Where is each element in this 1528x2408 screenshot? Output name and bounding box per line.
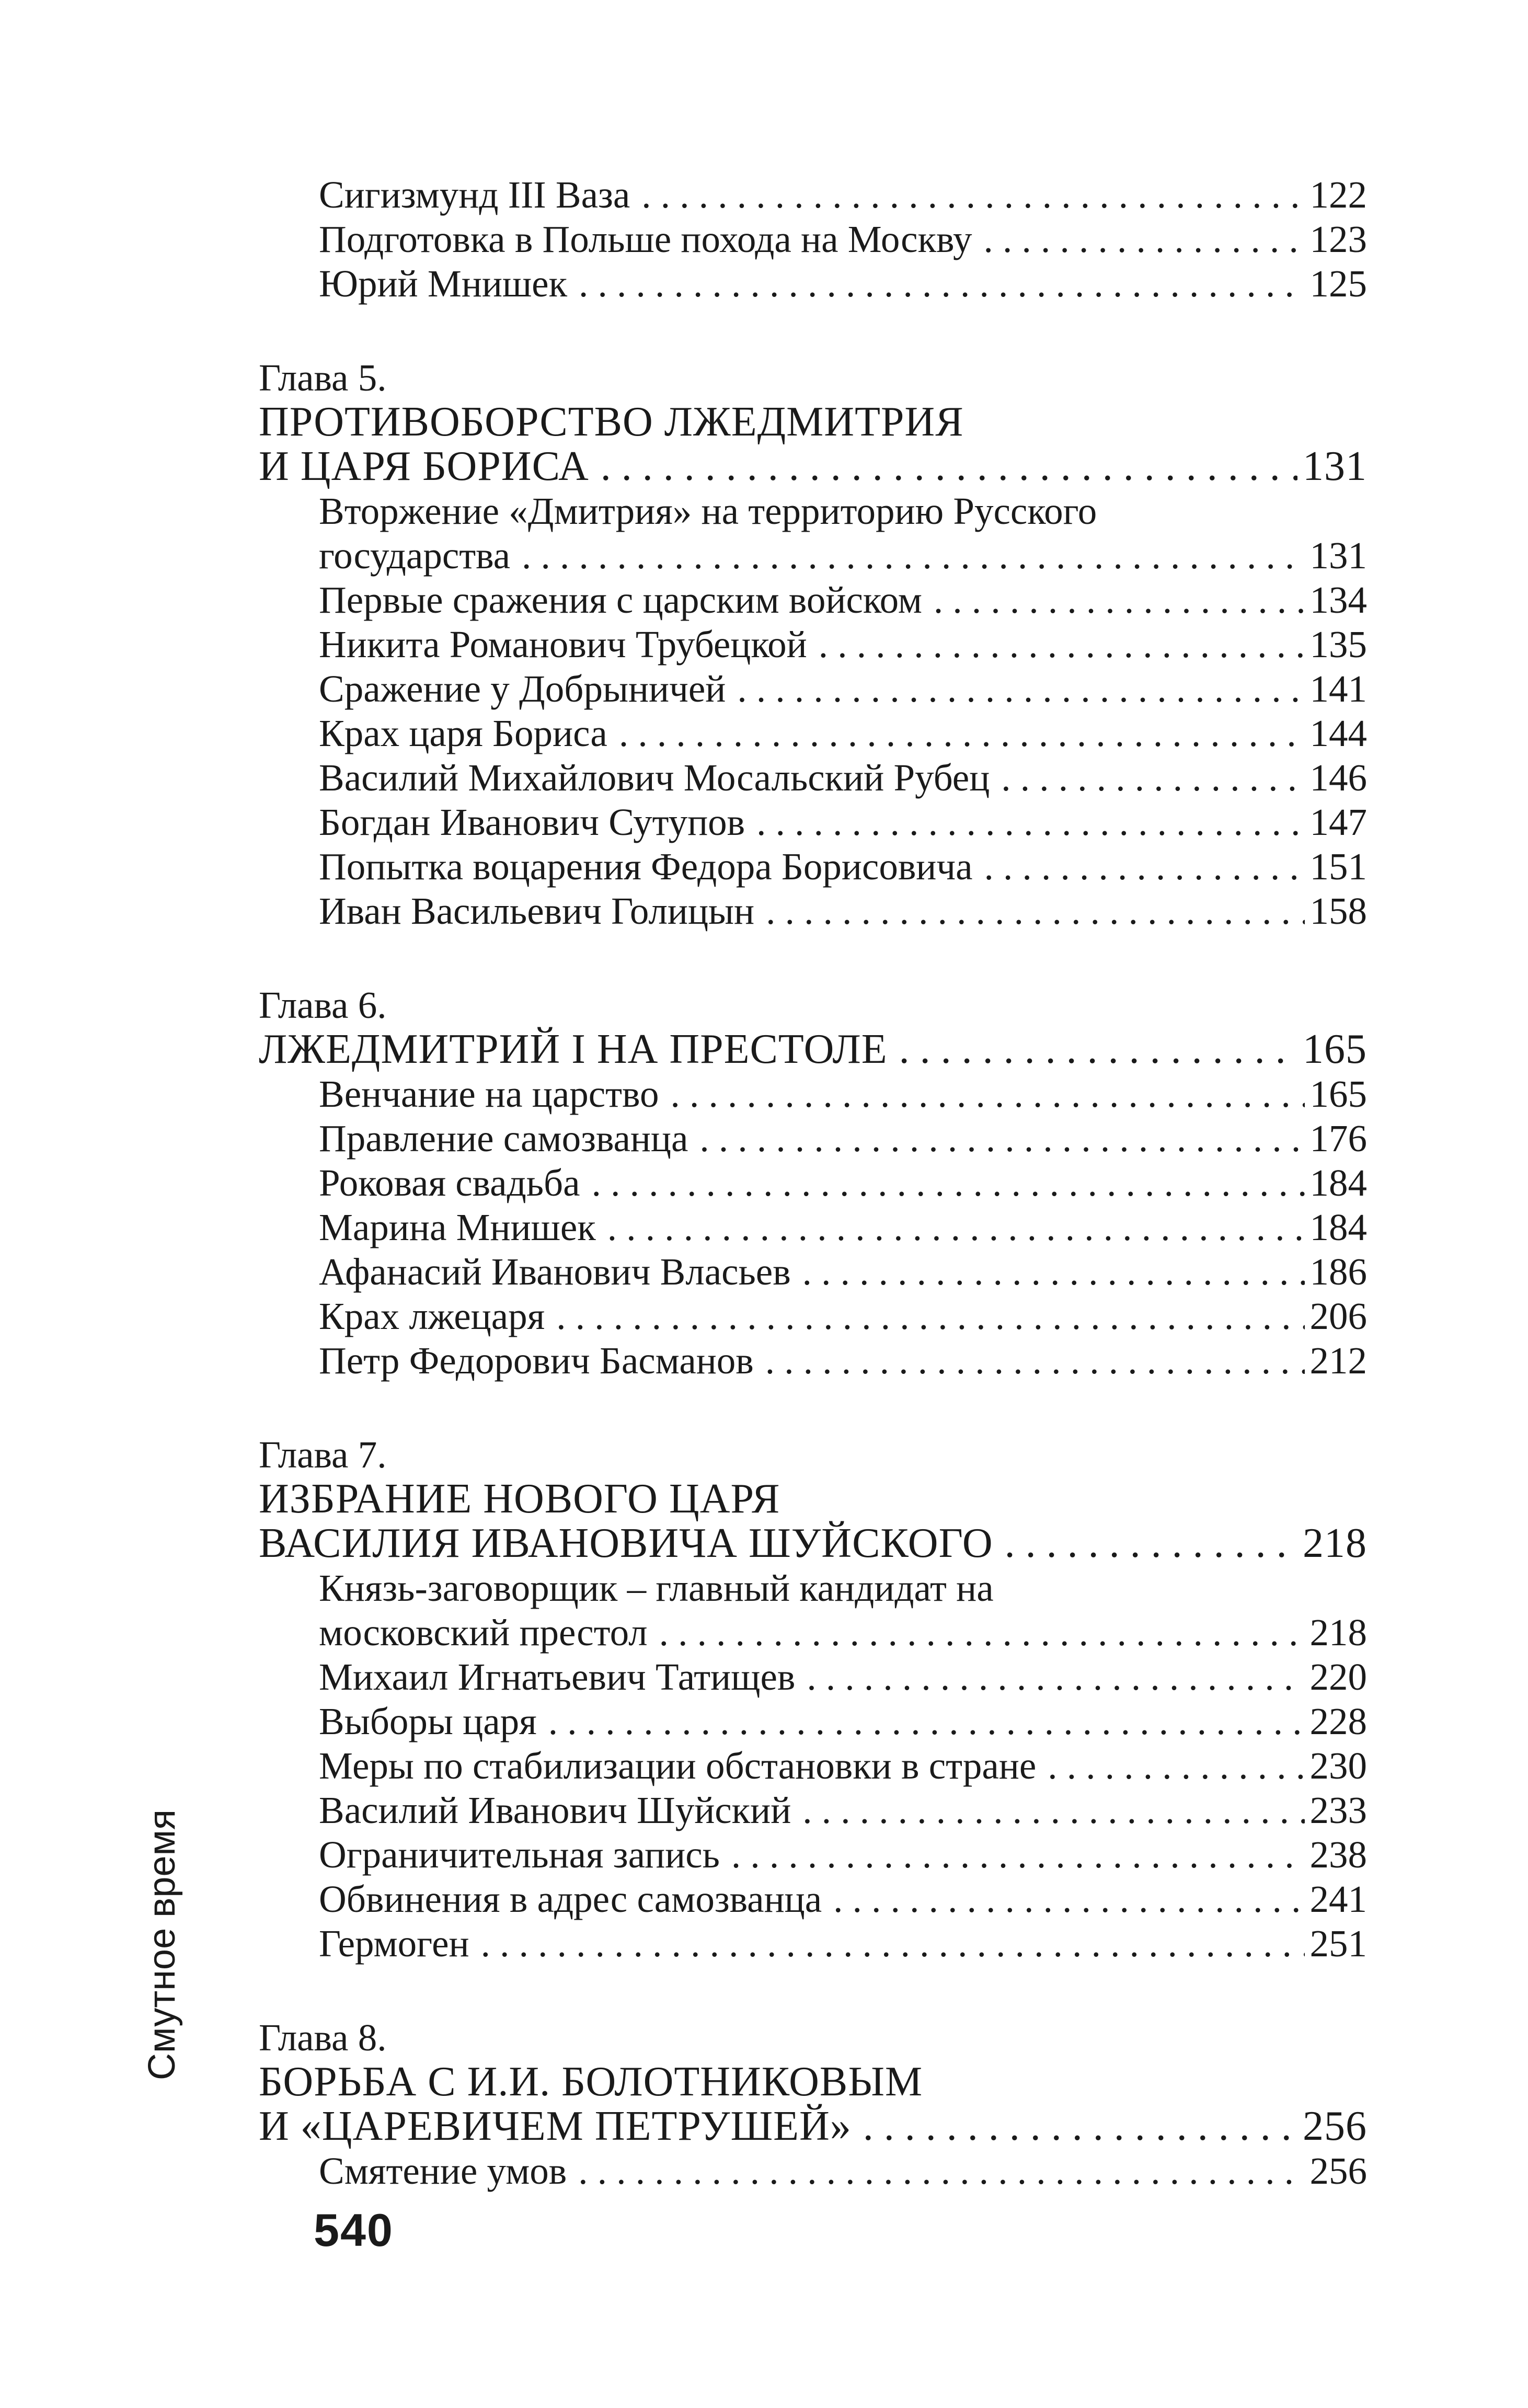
toc-leader-dots [699,1116,1304,1161]
toc-entry [259,1877,1367,1921]
toc-entry-title: Юрий Мнишек [319,262,568,305]
toc-leader-dots [807,1655,1304,1699]
toc-leader-dots [863,2104,1297,2149]
toc-entry-title: Подготовка в Польше похода на Москву [319,218,972,260]
chapter-title: ПРОТИВОБОРСТВО ЛЖЕДМИТРИЯ [259,399,964,445]
toc-leader-dots [819,622,1305,667]
toc-entry-page: 228 [1309,1700,1367,1742]
toc-entry [259,711,1367,755]
toc-leader-dots [1005,1521,1297,1566]
toc-entry-title: Василий Михайлович Мосальский Рубец [319,756,990,799]
toc-entry-page: 230 [1309,1745,1367,1787]
toc-entry-page: 186 [1309,1251,1367,1293]
toc-leader-dots [619,711,1305,755]
toc-entry-page: 141 [1309,668,1367,710]
toc-leader-dots [592,1161,1305,1205]
toc-entry [259,844,1367,889]
toc-leader-dots [833,1877,1304,1921]
toc-leader-dots [731,1832,1305,1877]
toc-chapter [259,2015,1367,2193]
toc-entry-title: Крах царя Бориса [319,712,607,754]
toc-entry-title: Смятение умов [319,2150,567,2192]
toc-entry [259,1566,1367,1610]
chapter-title: И «ЦАРЕВИЧЕМ ПЕТРУШЕЙ» [259,2103,852,2149]
toc-leader-dots [659,1610,1305,1655]
toc-entry-page: 241 [1309,1878,1367,1920]
toc-entry [259,217,1367,261]
toc-entry [259,1116,1367,1161]
toc-entry [259,1205,1367,1249]
toc-entry-page: 256 [1309,2150,1367,2192]
toc-entry [259,1921,1367,1966]
chapter-title-row [259,444,1367,489]
toc-entry [259,1249,1367,1294]
toc-entry-page: 123 [1309,218,1367,260]
toc-entry-page: 184 [1309,1162,1367,1204]
toc-entry-title: Никита Романович Трубецкой [319,623,807,666]
chapter-page: 218 [1303,1520,1367,1566]
toc-leader-dots [802,1249,1305,1294]
toc-entry [259,755,1367,800]
toc-entry-page: 218 [1309,1611,1367,1654]
chapter-title-row [259,1027,1367,1072]
toc-entry-title: Венчание на царство [319,1073,659,1115]
toc-entry-title: Михаил Игнатьевич Татищев [319,1656,796,1698]
toc-entry-page: 125 [1309,262,1367,305]
toc-entry [259,1294,1367,1338]
toc-leader-dots [766,889,1304,933]
chapter-page: 131 [1303,443,1367,489]
toc-leader-dots [556,1294,1304,1338]
toc-entry [259,1161,1367,1205]
toc-leader-dots [522,533,1304,578]
toc-entry-title: Попытка воцарения Федора Борисовича [319,845,973,888]
toc-entry-page: 206 [1309,1295,1367,1337]
toc-entry-title: Ограничительная запись [319,1833,720,1876]
toc-entry-title: Роковая свадьба [319,1162,580,1204]
toc-entry [259,261,1367,306]
toc-entry-page: 147 [1309,801,1367,843]
toc-leader-dots [578,2149,1304,2193]
toc-entry [259,578,1367,622]
toc-entry-title: Обвинения в адрес самозванца [319,1878,822,1920]
chapter-label: Глава 6. [259,984,387,1026]
toc-entry [259,1338,1367,1383]
toc-entry-continuation [259,1610,1367,1655]
toc-entry-page: 233 [1309,1789,1367,1831]
chapter-title: ВАСИЛИЯ ИВАНОВИЧА ШУЙСКОГО [259,1520,993,1566]
toc-entry [259,1832,1367,1877]
chapter-label: Глава 8. [259,2016,387,2059]
toc-leader-dots [899,1027,1297,1072]
toc-entry-title: Сражение у Добрыничей [319,668,726,710]
toc-leader-dots [641,173,1304,217]
toc-leader-dots [1001,755,1304,800]
chapter-page: 256 [1303,2103,1367,2149]
page-number: 540 [314,2204,394,2256]
toc-leader-dots [481,1921,1305,1966]
toc-entry-title: Василий Иванович Шуйский [319,1789,791,1831]
toc-entry-title: Первые сражения с царским войском [319,579,922,621]
toc-entry-page: 212 [1309,1339,1367,1382]
toc-leader-dots [756,800,1304,844]
chapter-title-row [259,2104,1367,2149]
running-head [139,1793,186,2096]
toc-entry-continuation [259,533,1367,578]
toc-entry [259,800,1367,844]
toc-entry [259,1072,1367,1116]
toc-leader-dots [737,667,1304,711]
toc-entry-page: 135 [1309,623,1367,666]
toc-entry-title: Марина Мнишек [319,1206,596,1248]
toc-leader-dots [765,1338,1305,1383]
toc-entry [259,622,1367,667]
toc-entry-title: московский престол [319,1611,648,1654]
toc-entry-page: 131 [1309,534,1367,577]
chapter-title: И ЦАРЯ БОРИСА [259,443,589,489]
toc-entry-page: 251 [1309,1922,1367,1965]
toc-chapter [259,1432,1367,1966]
toc-entry-page: 122 [1309,174,1367,216]
chapter-title-row [259,1521,1367,1566]
toc-entry-page: 220 [1309,1656,1367,1698]
toc-entry-page: 144 [1309,712,1367,754]
toc-entry-title: Крах лжецаря [319,1295,545,1337]
table-of-contents [259,173,1367,2193]
toc-entry [259,1699,1367,1744]
chapter-title: БОРЬБА С И.И. БОЛОТНИКОВЫМ [259,2059,923,2105]
toc-chapter [259,983,1367,1383]
toc-entry [259,2149,1367,2193]
toc-entry-title: Правление самозванца [319,1117,688,1160]
toc-entry-title: Сигизмунд III Ваза [319,174,630,216]
toc-entry-page: 134 [1309,579,1367,621]
toc-entry-page: 238 [1309,1833,1367,1876]
toc-entry-page: 151 [1309,845,1367,888]
toc-leader-dots [548,1699,1305,1744]
toc-leader-dots [984,844,1304,889]
toc-entry-page: 158 [1309,890,1367,932]
toc-leader-dots [579,261,1304,306]
toc-entry-title: Меры по стабилизации обстановки в стране [319,1745,1037,1787]
toc-entry [259,489,1367,533]
toc-entry-page: 165 [1309,1073,1367,1115]
chapter-label: Глава 7. [259,1434,387,1476]
toc-entry-title: Иван Васильевич Голицын [319,890,755,932]
toc-leader-dots [607,1205,1305,1249]
toc-entry-title: государства [319,534,511,577]
toc-entry-title: Выборы царя [319,1700,537,1742]
chapter-page: 165 [1303,1026,1367,1072]
toc-entry [259,173,1367,217]
toc-entry-title: Богдан Иванович Сутупов [319,801,745,843]
toc-entry-page: 176 [1309,1117,1367,1160]
toc-leader-dots [671,1072,1305,1116]
toc-entry [259,667,1367,711]
toc-continuation [259,173,1367,306]
toc-entry-page: 146 [1309,756,1367,799]
chapter-title: ЛЖЕДМИТРИЙ I НА ПРЕСТОЛЕ [259,1026,888,1072]
toc-leader-dots [601,444,1297,489]
toc-entry-page: 184 [1309,1206,1367,1248]
chapter-label: Глава 5. [259,357,387,399]
toc-entry-title: Вторжение «Дмитрия» на территорию Русского [319,490,1097,532]
toc-entry-title: Князь-заговорщик – главный кандидат на [319,1567,994,1609]
toc-entry [259,1655,1367,1699]
toc-leader-dots [802,1788,1304,1832]
toc-entry-title: Петр Федорович Басманов [319,1339,754,1382]
toc-entry-title: Афанасий Иванович Власьев [319,1251,791,1293]
toc-entry [259,1788,1367,1832]
toc-leader-dots [1048,1744,1304,1788]
running-head-text: Смутное время [141,1809,183,2080]
toc-entry-title: Гермоген [319,1922,469,1965]
toc-leader-dots [934,578,1305,622]
chapter-title: ИЗБРАНИЕ НОВОГО ЦАРЯ [259,1476,780,1522]
toc-entry [259,889,1367,933]
toc-chapter [259,356,1367,933]
toc-entry [259,1744,1367,1788]
toc-leader-dots [984,217,1305,261]
